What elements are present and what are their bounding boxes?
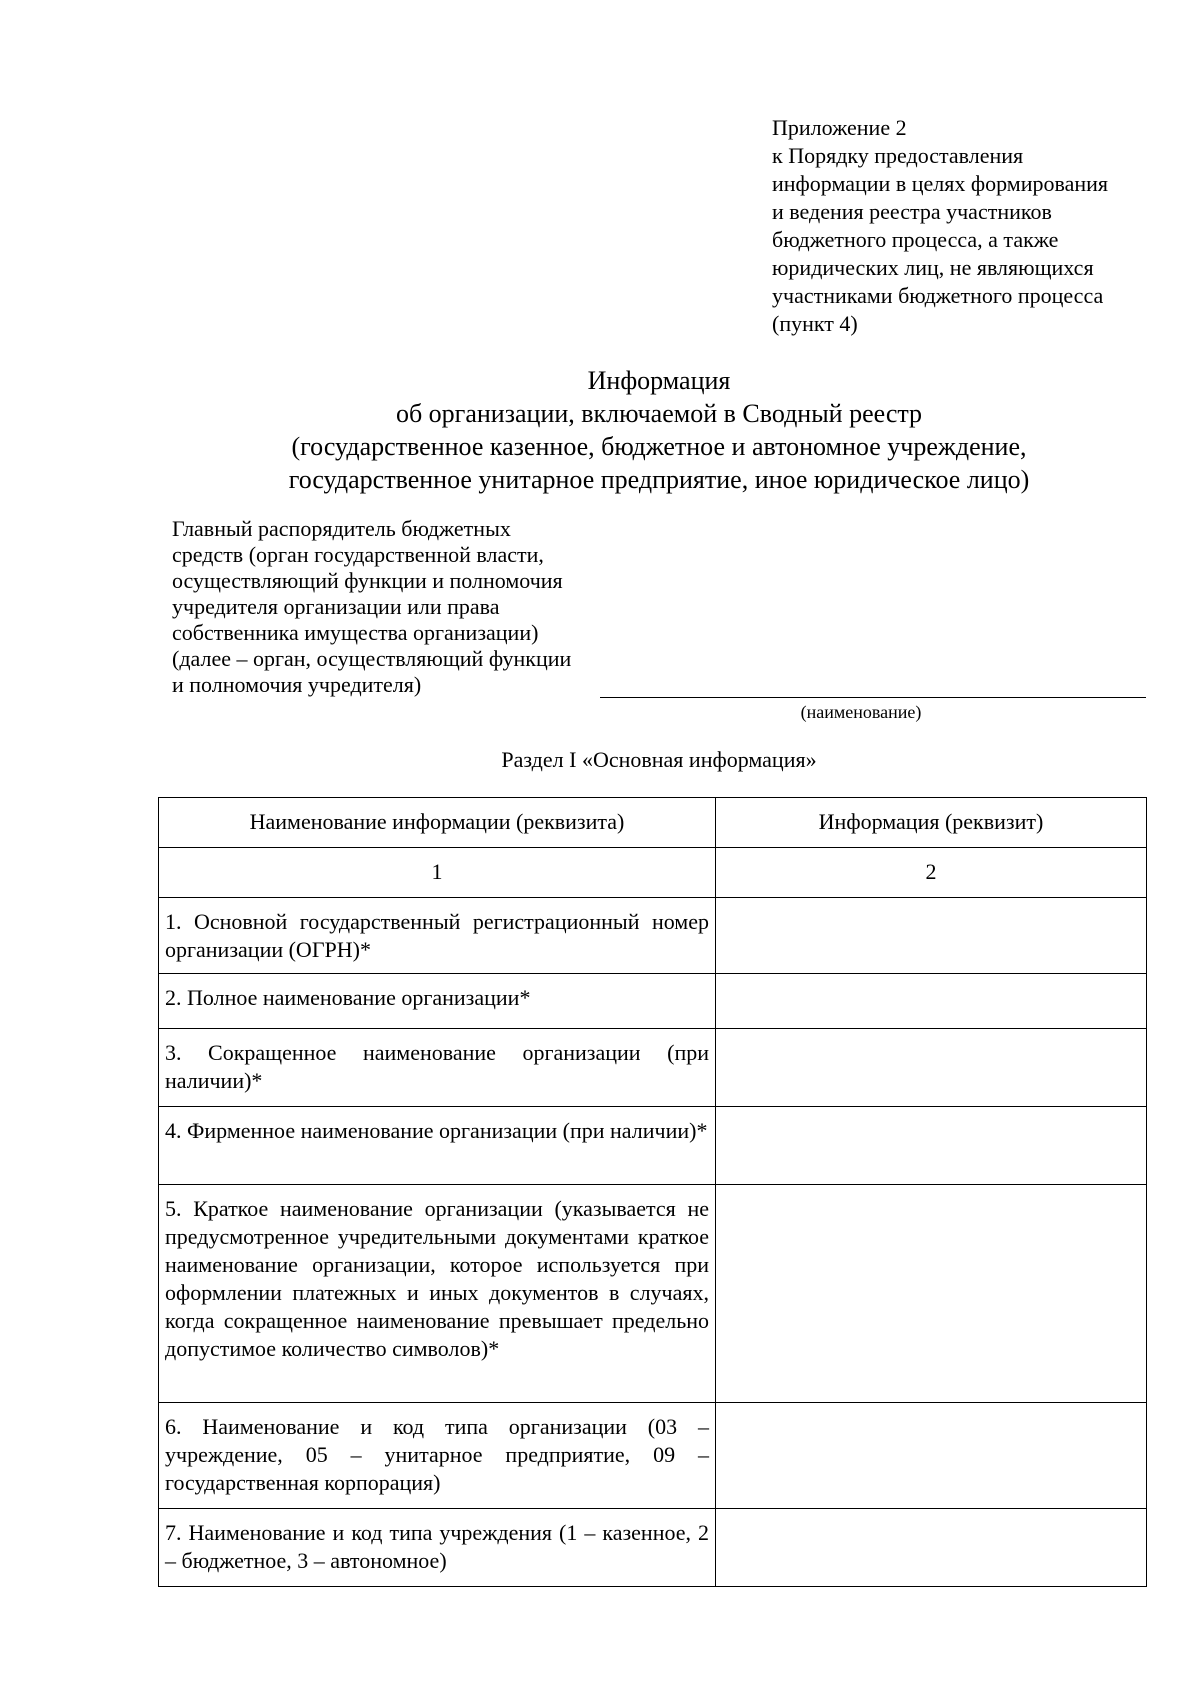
column-header: Наименование информации (реквизита) [159,798,716,848]
table-row [159,1403,1147,1509]
row-value-cell[interactable] [716,1509,1147,1587]
row-value-cell[interactable] [716,974,1147,1029]
row-value-cell[interactable] [716,1107,1147,1185]
column-number: 1 [159,848,716,898]
table-row [159,1185,1147,1403]
document-title [0,364,1200,496]
appendix-line: к Порядку предоставления [772,143,1024,168]
appendix-line: юридических лиц, не являющихся [772,255,1094,280]
appendix-note [772,114,1192,338]
row-label: 2. Полное наименование организации* [159,974,716,1029]
row-label: 4. Фирменное наименование организации (при наличии)* [159,1107,716,1185]
table-row [159,1029,1147,1107]
title-line: государственное унитарное предприятие, иное юридическое лицо) [288,465,1030,494]
section-title: Раздел I «Основная информация» [501,747,817,772]
column-number: 2 [716,848,1147,898]
appendix-line: информации в целях формирования [772,171,1108,196]
title-line: Информация [587,366,731,395]
grbs-line: и полномочия учредителя) [172,672,422,697]
table-row [159,898,1147,974]
grbs-label [172,516,592,698]
appendix-line: бюджетного процесса, а также [772,227,1059,252]
title-line: (государственное казенное, бюджетное и автономное учреждение, [291,432,1027,461]
grbs-line: (далее – орган, осуществляющий функции [172,646,572,671]
table-header-row [159,798,1147,848]
row-label: 7. Наименование и код типа учреждения (1 – казенное, 2 – бюджетное, 3 – автономное) [159,1509,716,1587]
name-fill-line[interactable] [600,697,1146,698]
appendix-line: участниками бюджетного процесса [772,283,1104,308]
row-value-cell[interactable] [716,1403,1147,1509]
grbs-line: собственника имущества организации) [172,620,539,645]
table-row [159,1509,1147,1587]
row-label: 5. Краткое наименование организации (указывается не предусмотренное учредительными документами краткое наименование организации, которое используется при оформлении платежных и иных документов в случаях, когда сокращенное наименование превышает предельно допустимое количество символов)* [159,1185,716,1403]
column-header: Информация (реквизит) [716,798,1147,848]
table-number-row [159,848,1147,898]
grbs-line: Главный распорядитель бюджетных [172,516,511,541]
row-value-cell[interactable] [716,1029,1147,1107]
info-table [158,797,1147,1587]
row-label: 1. Основной государственный регистрационный номер организации (ОГРН)* [159,898,716,974]
appendix-line: Приложение 2 [772,115,907,140]
title-line: об организации, включаемой в Сводный реестр [395,399,923,428]
appendix-line: и ведения реестра участников [772,199,1052,224]
row-value-cell[interactable] [716,1185,1147,1403]
row-value-cell[interactable] [716,898,1147,974]
appendix-line: (пункт 4) [772,311,858,336]
name-caption: (наименование) [800,702,922,722]
row-label: 6. Наименование и код типа организации (03 – учреждение, 05 – унитарное предприятие, 09 – государственная корпорация) [159,1403,716,1509]
grbs-line: осуществляющий функции и полномочия [172,568,563,593]
row-label: 3. Сокращенное наименование организации (при наличии)* [159,1029,716,1107]
grbs-line: учредителя организации или права [172,594,500,619]
table-row [159,1107,1147,1185]
grbs-line: средств (орган государственной власти, [172,542,544,567]
table-row [159,974,1147,1029]
